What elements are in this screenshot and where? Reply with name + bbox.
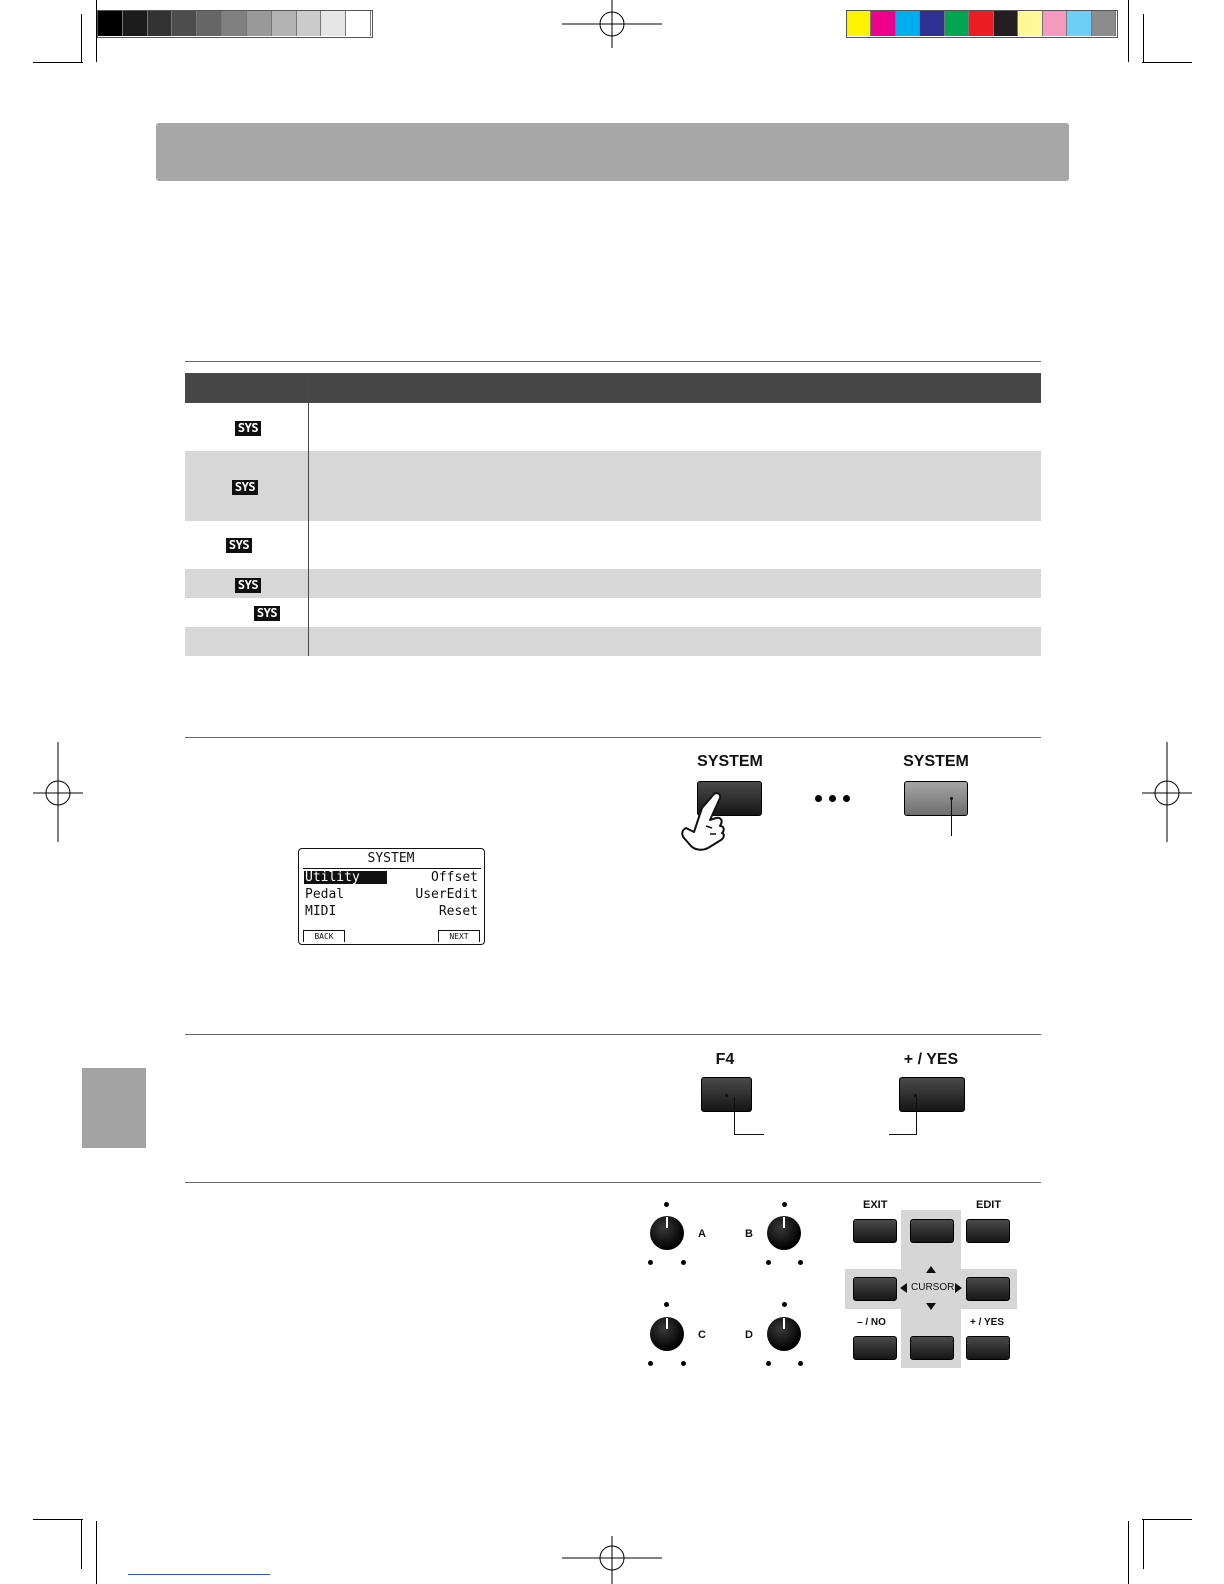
gray-swatch: [172, 11, 197, 36]
lcd-item-pedal[interactable]: Pedal: [305, 887, 345, 902]
minus-no-button[interactable]: [853, 1336, 897, 1360]
color-swatch: [847, 11, 871, 36]
f4-button-label: F4: [715, 1051, 735, 1068]
gray-swatch: [197, 11, 222, 36]
callout-line: [734, 1097, 735, 1135]
color-swatch: [969, 11, 993, 36]
registration-mark-left: [33, 742, 83, 842]
step3-rule: [185, 1182, 1041, 1183]
gray-swatch: [321, 11, 346, 36]
table-row: [185, 521, 1041, 569]
sys-icon: SYS: [232, 480, 258, 495]
color-swatch: [896, 11, 920, 36]
cursor-up-button[interactable]: [910, 1219, 954, 1243]
minus-no-button-label: – / NO: [857, 1317, 886, 1328]
edit-button[interactable]: [966, 1219, 1010, 1243]
knob-c-label: C: [698, 1329, 706, 1341]
knob-c[interactable]: [650, 1317, 684, 1351]
gray-swatch: [247, 11, 272, 36]
plus-yes-button[interactable]: [899, 1077, 965, 1112]
knob-d-label: D: [745, 1329, 753, 1341]
knob-d[interactable]: [767, 1317, 801, 1351]
lcd-title: SYSTEM: [367, 851, 415, 866]
lcd-item-utility[interactable]: Utility: [305, 870, 360, 885]
chapter-side-tab: [82, 1068, 146, 1148]
chapter-header-band: [156, 123, 1069, 181]
color-swatch: [1018, 11, 1042, 36]
finger-press-icon: [680, 790, 732, 852]
knob-b[interactable]: [767, 1216, 801, 1250]
registration-mark-right: [1142, 742, 1192, 842]
table-row: [185, 451, 1041, 521]
system-button-label-left: SYSTEM: [697, 753, 763, 770]
callout-line: [951, 800, 952, 836]
system-button-lit[interactable]: [904, 781, 968, 816]
lcd-item-useredit[interactable]: UserEdit: [415, 887, 478, 902]
plus-yes-small-button[interactable]: [966, 1336, 1010, 1360]
callout-line: [916, 1097, 917, 1135]
lcd-softkey-back[interactable]: BACK: [303, 930, 345, 942]
plus-yes-small-label: + / YES: [970, 1317, 1005, 1328]
exit-button-label: EXIT: [863, 1199, 888, 1211]
gray-swatch: [98, 11, 123, 36]
gray-swatch: [222, 11, 247, 36]
gray-swatch: [272, 11, 297, 36]
table-row: [185, 569, 1041, 598]
color-swatch: [1043, 11, 1067, 36]
gray-swatch: [148, 11, 173, 36]
lcd-system-menu: [298, 848, 485, 945]
color-swatch: [945, 11, 969, 36]
table-row: [185, 627, 1041, 656]
sys-icon: SYS: [254, 606, 280, 621]
table-header-row: [185, 373, 1041, 403]
lcd-item-midi[interactable]: MIDI: [305, 904, 337, 919]
gray-scale-bar: [97, 10, 373, 38]
color-swatch: [1067, 11, 1091, 36]
callout-line: [889, 1134, 917, 1135]
system-button-label-right: SYSTEM: [903, 753, 969, 770]
table-row: [185, 598, 1041, 627]
color-swatch: [1092, 11, 1116, 36]
step1-rule: [185, 737, 1041, 738]
knob-b-label: B: [745, 1228, 753, 1240]
cursor-right-button[interactable]: [966, 1277, 1010, 1301]
lcd-softkey-next[interactable]: NEXT: [438, 930, 480, 942]
gray-swatch: [346, 11, 371, 36]
led-indicator: [725, 1094, 728, 1097]
registration-mark-bottom: [562, 1536, 662, 1584]
color-bar: [846, 10, 1118, 38]
color-swatch: [871, 11, 895, 36]
color-swatch: [994, 11, 1018, 36]
edit-button-label: EDIT: [976, 1199, 1002, 1211]
sys-icon: SYS: [235, 421, 261, 436]
color-swatch: [920, 11, 944, 36]
cursor-left-button[interactable]: [853, 1277, 897, 1301]
sys-icon: SYS: [226, 538, 252, 553]
step2-rule: [185, 1034, 1041, 1035]
knob-a[interactable]: [650, 1216, 684, 1250]
yes-button-label: + / YES: [903, 1051, 959, 1068]
ellipsis-icon: [815, 795, 855, 803]
cursor-label: CURSOR: [911, 1282, 955, 1293]
gray-swatch: [297, 11, 322, 36]
lcd-item-offset[interactable]: Offset: [431, 870, 478, 885]
registration-mark-top: [562, 0, 662, 48]
cursor-down-button[interactable]: [910, 1336, 954, 1360]
table-row: [185, 403, 1041, 451]
gray-swatch: [123, 11, 148, 36]
knob-a-label: A: [698, 1228, 706, 1240]
table-top-rule: [185, 361, 1041, 362]
callout-line: [734, 1134, 764, 1135]
exit-button[interactable]: [853, 1219, 897, 1243]
lcd-item-reset[interactable]: Reset: [438, 904, 478, 919]
sys-icon: SYS: [235, 578, 261, 593]
table-column-divider: [308, 373, 309, 656]
